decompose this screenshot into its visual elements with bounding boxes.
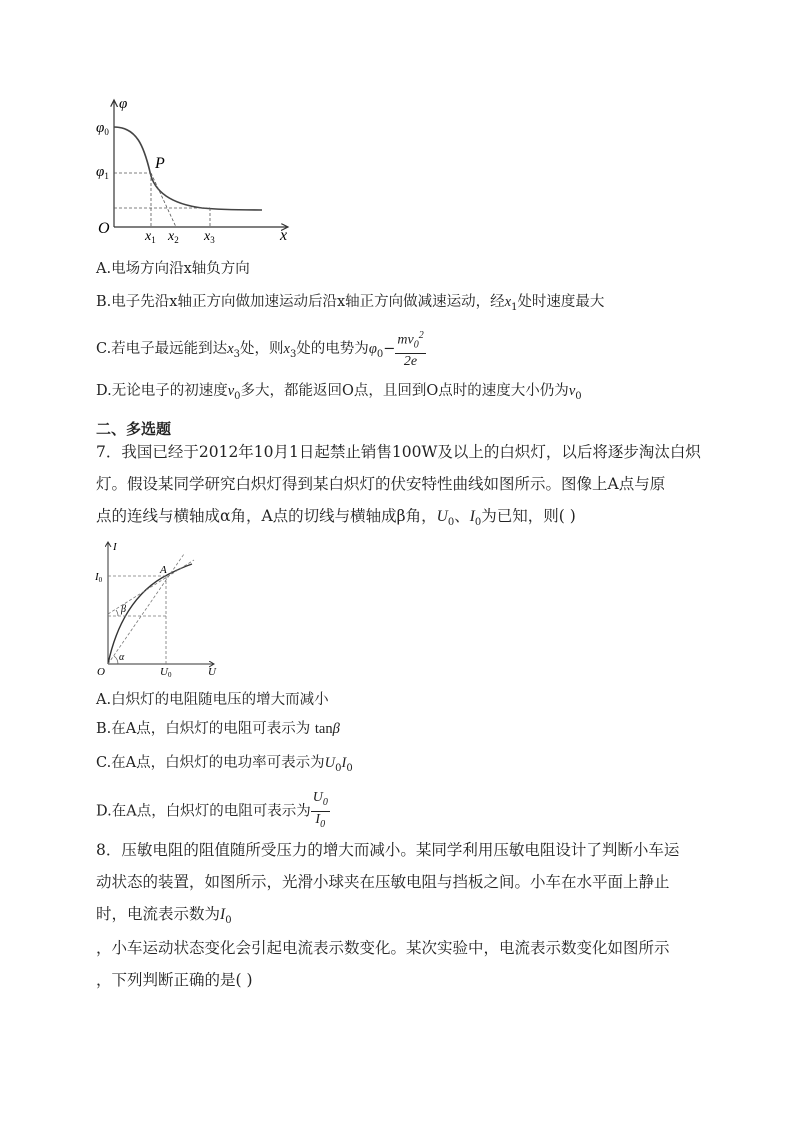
q7-line-2: 灯。假设某同学研究白炽灯得到某白炽灯的伏安特性曲线如图所示。图像上A点与原 (96, 475, 666, 493)
q7-option-a: A.白炽灯的电阻随电压的增大而减小 (96, 692, 329, 708)
q7-line-1: 7．我国已经于2012年10月1日起禁止销售100W及以上的白炽灯，以后将逐步淘汰白炽 (96, 443, 701, 461)
q8-line-3: 时，电流表示数为$I_0$ (96, 905, 232, 927)
point-p-label: P (155, 155, 165, 172)
potential-graph (92, 92, 302, 247)
x3-tick-label: $x_3$ (204, 229, 215, 245)
section-title: 二、多选题 (96, 420, 172, 438)
q6-option-a: A.电场方向沿x轴负方向 (96, 261, 250, 277)
iu-curve-graph (94, 536, 224, 678)
q7-option-d: D.在A点，白炽灯的电阻可表示为 $\frac{U_0}{I_0}$ (96, 790, 328, 830)
alpha-label: α (119, 652, 125, 663)
phi1-label: $\varphi_1$ (96, 164, 109, 181)
q8-line-5: ，下列判断正确的是( ) (96, 971, 253, 989)
u0-label: U0 (160, 666, 172, 678)
q8-line-2: 动状态的装置，如图所示，光滑小球夹在压敏电阻与挡板之间。小车在水平面上静止 (96, 873, 670, 891)
q7-option-b: B.在A点，白炽灯的电阻可表示为 tanβ (96, 721, 340, 737)
q6-option-b: B.电子先沿x轴正方向做加速运动后沿x轴正方向做减速运动，经$x_1$处时速度最大 (96, 294, 605, 313)
point-a-label: A (160, 564, 167, 576)
i-axis-label: I (113, 541, 117, 553)
beta-arc (116, 610, 118, 616)
phi0-label: $\varphi_0$ (96, 120, 109, 137)
i0-label: I0 (95, 571, 103, 584)
q8-line-1: 8．压敏电阻的阻值随所受压力的增大而减小。某同学利用压敏电阻设计了判断小车运 (96, 841, 680, 859)
origin-label: O (97, 666, 105, 678)
origin-to-a-line (108, 554, 184, 664)
x-axis-label: x (280, 227, 288, 244)
q8-line-4: ，小车运动状态变化会引起电流表示数变化。某次实验中，电流表示数变化如图所示 (96, 939, 670, 957)
origin-label: O (98, 220, 110, 237)
phi-axis-label: φ (119, 96, 128, 112)
x2-tick-label: $x_2$ (168, 229, 179, 245)
x1-tick-label: $x_1$ (145, 229, 156, 245)
alpha-arc (114, 656, 118, 664)
potential-curve (114, 127, 262, 210)
q6-option-c: C.若电子最远能到达$x_3$处，则$x_3$处的电势为$\varphi_0-$ $\frac{mv_0^2}{2e}$ (96, 330, 424, 370)
q7-line-3: 点的连线与横轴成α角，A点的切线与横轴成β角，$U_0$、$I_0$为已知，则( ) (96, 507, 576, 529)
q7-option-c: C.在A点，白炽灯的电功率可表示为$U_0I_0$ (96, 755, 353, 774)
u-axis-label: U (208, 666, 216, 678)
beta-label: β (121, 604, 126, 615)
q6-option-d: D.无论电子的初速度$v_0$多大，都能返回O点，且回到O点时的速度大小仍为$v_0$ (96, 383, 582, 402)
